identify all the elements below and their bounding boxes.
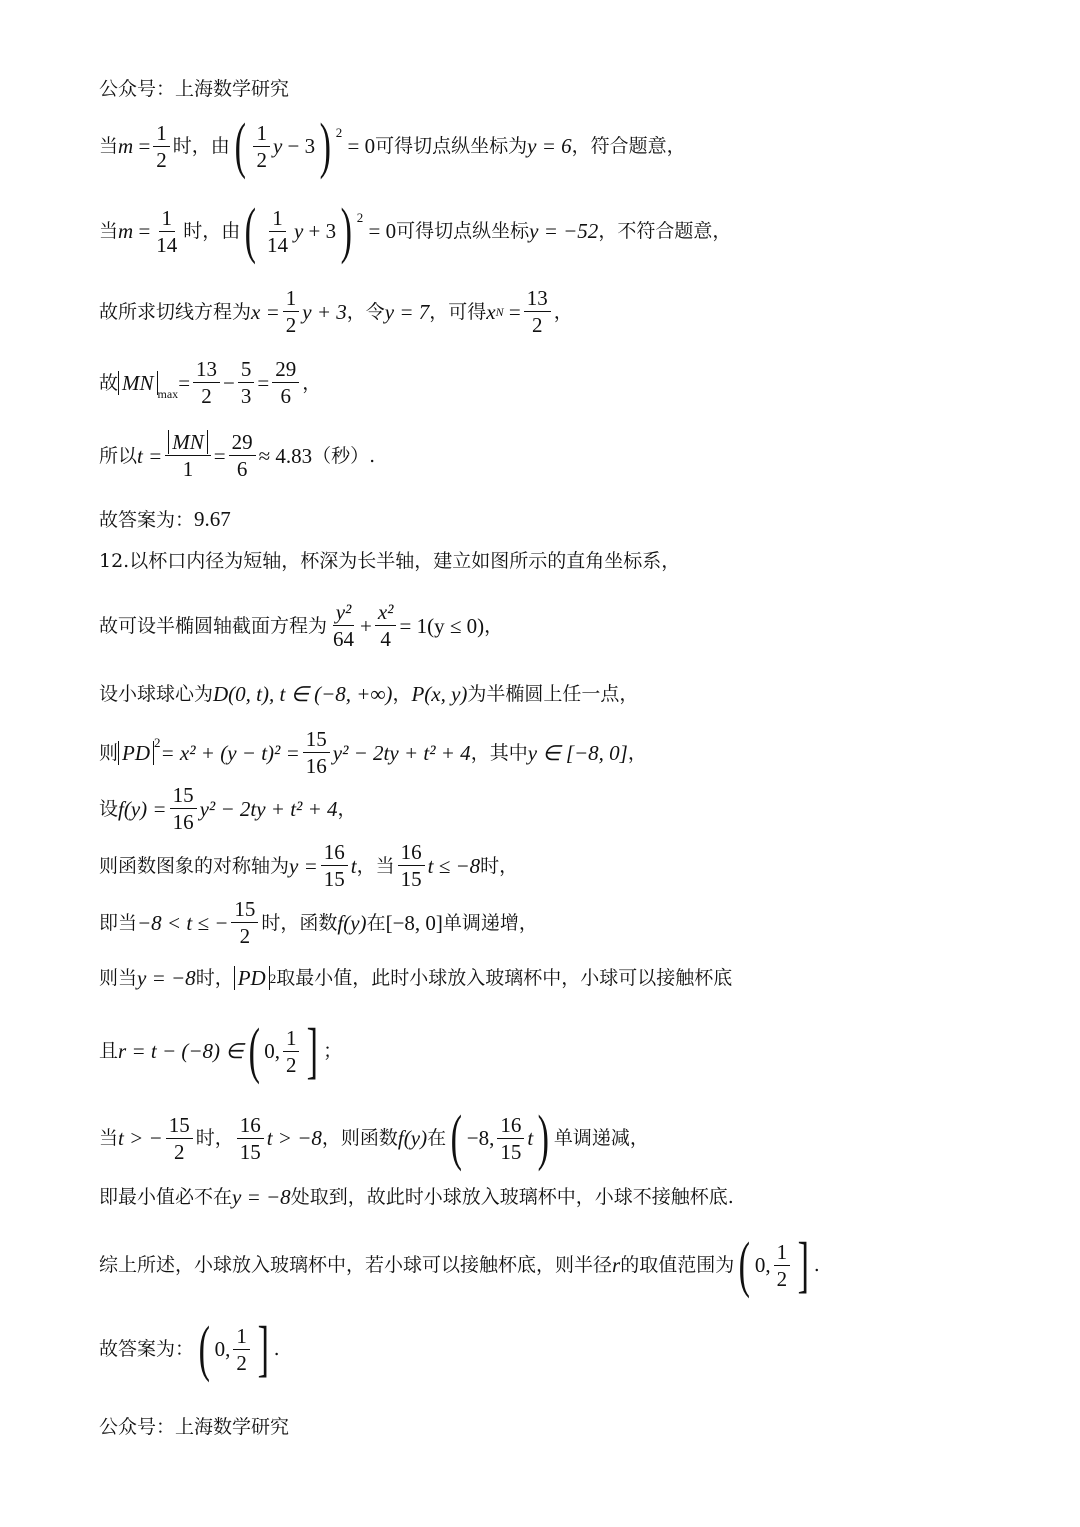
line-case-m-fourteenth: 当 m = $\frac{1}{14}$ 时，由 ( $\frac{1}{14}$ y + 3 ) 2 = 0 可得切点纵坐标 y = −52 ，不符合题意， (99, 197, 732, 265)
fraction: $\frac{1}{2}$ (153, 121, 170, 172)
line-pd-squared: 则 PD 2 = x² + (y − t)² = $\frac{15}{16}$ y² − 2ty + t² + 4 ，其中 y ∈ [−8, 0] ， (99, 727, 647, 778)
fraction: $\frac{\text{y²}}{64}$ (333, 600, 355, 651)
fraction: $\frac{16}{15}$ (237, 1113, 264, 1164)
fraction: $\frac{1}{2}$ (283, 1026, 300, 1077)
line-answer-9-67: 故答案为：9.67 (99, 507, 231, 531)
line-mn-max: 故 MN max = $\frac{13}{2}$ − $\frac{5}{3}$ = $\frac{29}{6}$ ， (99, 357, 322, 408)
fraction: $\frac{15}{16}$ (303, 727, 330, 778)
line-conclusion: 综上所述，小球放入玻璃杯中，若小球可以接触杯底，则半径 r 的取值范围为 ( 0, $\frac{1}{2}$ ] . (99, 1231, 820, 1299)
fraction: $\frac{29}{6}$ (272, 357, 299, 408)
line-final-answer: 故答案为： ( 0, $\frac{1}{2}$ ] . (99, 1315, 280, 1383)
fraction: $\frac{1}{2}$ (283, 286, 300, 337)
fraction: $\frac{\text{x²}}{4}$ (375, 600, 397, 651)
fraction: $\frac{15}{16}$ (170, 783, 197, 834)
line-min-not-at-minus8: 即最小值必不在 y = −8 处取到，故此时小球放入玻璃杯中，小球不接触杯底. (99, 1185, 734, 1209)
fraction: $\frac{1}{14}$ (266, 205, 288, 257)
line-tangent-equation: 故所求切线方程为 x = $\frac{1}{2}$ y + 3 ，令 y = 7 ，可得 x N = $\frac{13}{2}$ ， (99, 286, 573, 337)
line-case-m-half: 当 m = $\frac{1}{2}$ 时，由 ( $\frac{1}{2}$ y − 3 ) 2 = 0 可得切点纵坐标为 y = 6 ，符合题意， (99, 112, 686, 180)
fraction: $\frac{16}{15}$ (497, 1113, 524, 1164)
line-increasing-case: 即当 −8 < t ≤ − $\frac{15}{2}$ 时，函数 f(y) 在 [−8, 0] 单调递增， (99, 897, 538, 948)
fraction: $\frac{15}{2}$ (166, 1113, 193, 1164)
fraction: $\frac{15}{2}$ (231, 897, 258, 948)
line-ellipse-equation: 故可设半椭圆轴截面方程为 $\frac{\text{y²}}{64}$ + $\frac{\text{x²}}{4}$ = 1(y ≤ 0) ， (99, 600, 504, 651)
fraction: $\frac{13}{2}$ (524, 286, 551, 337)
fraction: $\frac{1}{14}$ (156, 205, 178, 257)
fraction: $\frac{29}{6}$ (229, 430, 256, 481)
fraction: $\frac{13}{2}$ (193, 357, 220, 408)
fraction: $\frac{MN}{1}$ (165, 430, 211, 481)
fraction: $\frac{1}{2}$ (253, 121, 270, 172)
fraction: $\frac{16}{15}$ (398, 840, 425, 891)
line-r-range: 且 r = t − (−8) ∈ ( 0, $\frac{1}{2}$ ] ； (99, 1017, 343, 1085)
fraction: $\frac{1}{2}$ (774, 1240, 791, 1291)
line-time-result: 所以 t = $\frac{MN}{1}$ = $\frac{29}{6}$ ≈ 4.83 （秒）. (99, 430, 376, 481)
line-define-f: 设 f(y) = $\frac{15}{16}$ y² − 2ty + t² + 4 ， (99, 783, 357, 834)
header-watermark: 公众号：上海数学研究 (99, 78, 290, 100)
fraction: $\frac{5}{3}$ (238, 357, 255, 408)
line-ball-center: 设小球球心为 D(0, t), t ∈ (−8, +∞) ， P(x, y) 为半椭圆上任一点， (99, 682, 639, 706)
line-problem-12-setup: 12.以杯口内径为短轴，杯深为长半轴，建立如图所示的直角坐标系， (99, 550, 681, 572)
fraction: $\frac{1}{2}$ (233, 1324, 250, 1375)
line-symmetry-axis: 则函数图象的对称轴为 y = $\frac{16}{15}$ t ，当 $\frac{16}{15}$ t ≤ −8 时， (99, 840, 519, 891)
line-decreasing-case: 当 t > − $\frac{15}{2}$ 时， $\frac{16}{15}$ t > −8 ，则函数 f(y) 在 ( −8, $\frac{16}{15}$ t ) 单调递减， (99, 1104, 649, 1172)
footer-watermark: 公众号：上海数学研究 (99, 1416, 290, 1438)
fraction: $\frac{16}{15}$ (321, 840, 348, 891)
line-min-value: 则当 y = −8 时， PD 2 取最小值，此时小球放入玻璃杯中，小球可以接触杯底 (99, 966, 733, 990)
